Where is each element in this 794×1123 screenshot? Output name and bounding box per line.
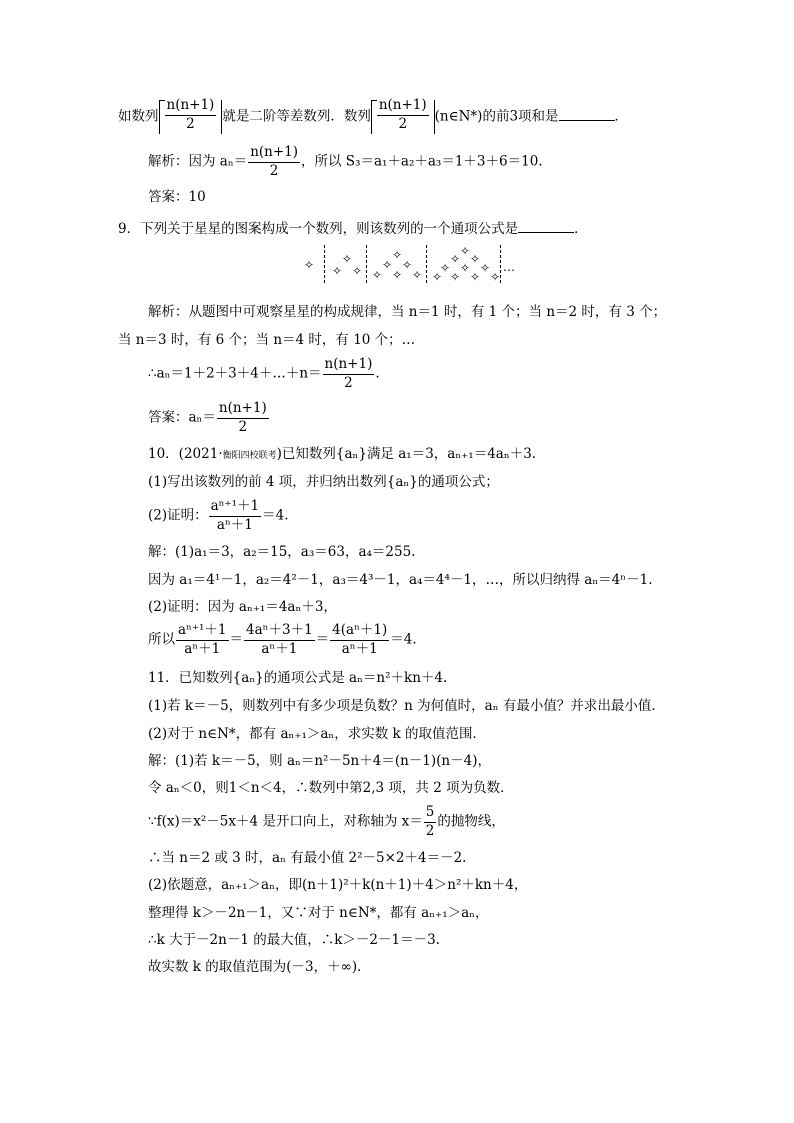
line-12: 解：(1)a₁＝3，a₂＝15，a₃＝63，a₄＝255. (148, 544, 416, 560)
star-icon: ✧ (490, 270, 501, 284)
small-source: 衡阳四校联考 (222, 451, 277, 461)
divider (324, 245, 325, 283)
line-17: (1)若 k＝－5，则数列中有多少项是负数？n 为何值时，aₙ 有最小值？并求出最小值． (148, 698, 665, 714)
line-20: 令 aₙ＜0，则1＜n＜4，∴数列中第2,3 项，共 2 项为负数． (148, 780, 514, 796)
star-icon: ✧ (342, 252, 353, 266)
line-10: (1)写出该数列的前 4 项，并归纳出数列{aₙ}的通项公式； (148, 474, 499, 490)
text: ∵f(x)＝x²－5x＋4 是开口向上，对称轴为 x＝ (148, 813, 423, 830)
fraction: $\frac{n(n+1)}{2}$ (324, 356, 373, 391)
star-icon: ✧ (450, 270, 461, 284)
star-icon: ✧ (332, 264, 343, 278)
text: ＝4. (262, 507, 289, 524)
line-21 (148, 806, 505, 838)
text: ，所以 S₃＝a₁＋a₂＋a₃＝1＋3＋6＝10. (301, 153, 543, 170)
text: ＝ (229, 631, 244, 648)
fraction: $\frac{n(n+1)}{2}$ (166, 97, 215, 132)
line-14: (2)证明：因为 aₙ₊₁＝4aₙ＋3， (148, 599, 337, 615)
divider (426, 245, 427, 283)
line-7 (148, 358, 380, 390)
line-24: 整理得 k＞－2n－1，又∵对于 n∈N*，都有 aₙ₊₁＞aₙ， (148, 905, 489, 921)
fraction: $\frac{n(n+1)}{2}$ (378, 97, 427, 132)
line-15 (148, 624, 417, 656)
star-icon: ✧ (450, 252, 461, 266)
line-4 (118, 220, 588, 237)
fraction: $\frac{\text{aⁿ⁺¹＋1}}{\text{aⁿ＋1}}$ (210, 498, 260, 533)
text: . (375, 365, 380, 382)
line-16: 11．已知数列{aₙ}的通项公式是 aₙ＝n²＋kn＋4. (148, 670, 448, 686)
line-6: 当 n＝3 时，有 6 个；当 n＝4 时，有 10 个；… (118, 332, 416, 348)
text: ＝4. (390, 631, 417, 648)
text: (2)证明： (148, 507, 208, 524)
text: 的抛物线， (437, 813, 505, 830)
line-11 (148, 500, 289, 532)
bracket-sequence (371, 97, 435, 134)
line-13: 因为 a₁＝4¹－1，a₂＝4²－1，a₃＝4³－1，a₄＝4⁴－1，…，所以归纳得 aₙ＝4ⁿ－1. (148, 572, 653, 588)
line-22: ∴当 n＝2 或 3 时，aₙ 有最小值 2²－5×2＋4＝－2. (148, 850, 467, 866)
answer-blank (518, 220, 574, 233)
text: 所以 (148, 631, 175, 648)
text: 如数列 (118, 108, 159, 125)
line-8 (148, 402, 270, 434)
star-icon: ✧ (372, 268, 383, 282)
bracket-sequence (159, 97, 223, 134)
fraction: $\frac{\text{aⁿ⁺¹＋1}}{\text{aⁿ＋1}}$ (178, 622, 227, 657)
star-icon: ✧ (460, 244, 471, 258)
star-icon: ✧ (382, 258, 393, 272)
text: 解析：因为 aₙ＝ (148, 153, 248, 170)
line-3: 答案：10 (148, 189, 206, 205)
fraction: $\frac{\text{4aⁿ＋3＋1}}{\text{aⁿ＋1}}$ (246, 622, 313, 657)
text: ∴aₙ＝1＋2＋3＋4＋…＋n＝ (148, 365, 322, 382)
line-19: 解：(1)若 k＝－5，则 aₙ＝n²－5n＋4＝(n－1)(n－4)， (148, 753, 491, 769)
text: 就是二阶等差数列．数列 (222, 108, 371, 125)
star-icon: ✧ (412, 268, 423, 282)
star-icon: ✧ (470, 252, 481, 266)
fraction: $\frac{n(n+1)}{2}$ (250, 144, 299, 179)
line-23: (2)依题意，aₙ₊₁＞aₙ，即(n＋1)²＋k(n＋1)＋4＞n²＋kn＋4， (148, 877, 528, 893)
divider (500, 245, 501, 283)
line-2 (148, 146, 543, 178)
fraction: $\frac{n(n+1)}{2}$ (218, 400, 267, 435)
divider (366, 245, 367, 283)
ellipsis: … (503, 260, 515, 274)
star-icon: ✧ (432, 270, 443, 284)
star-icon: ✧ (304, 258, 315, 272)
line-26: 故实数 k 的取值范围为(－3，＋∞)． (148, 959, 371, 975)
answer-blank (559, 108, 615, 121)
star-icon: ✧ (460, 261, 471, 275)
text: 10．(2021· (148, 446, 223, 462)
star-icon: ✧ (470, 270, 481, 284)
text: 9．下列关于星星的图案构成一个数列，则该数列的一个通项公式是 (118, 221, 519, 237)
text: (n∈N*)的前3项和是 (434, 108, 559, 125)
line-18: (2)对于 n∈N*，都有 aₙ₊₁＞aₙ，求实数 k 的取值范围． (148, 726, 487, 742)
fraction: $\frac{\text{4(aⁿ＋1)}}{\text{aⁿ＋1}}$ (332, 622, 388, 657)
star-icon: ✧ (352, 264, 363, 278)
line-5: 解析：从题图中可观察星星的构成规律，当 n＝1 时，有 1 个；当 n＝2 时，有 3 个； (148, 304, 667, 320)
star-pattern-figure (300, 245, 520, 285)
text: )已知数列{aₙ}满足 a₁＝3，aₙ₊₁＝4aₙ＋3. (276, 446, 537, 462)
line-1 (118, 97, 629, 134)
text: ＝ (315, 631, 330, 648)
fraction: $\frac{5}{2}$ (425, 804, 435, 839)
line-9 (148, 448, 536, 462)
star-icon: ✧ (480, 261, 491, 275)
text: ． (574, 221, 588, 237)
star-icon: ✧ (392, 268, 403, 282)
star-icon: ✧ (440, 261, 451, 275)
star-icon: ✧ (392, 248, 403, 262)
text: 答案：aₙ＝ (148, 409, 216, 426)
text: ． (614, 108, 629, 125)
line-25: ∴k 大于－2n－1 的最大值，∴k＞－2－1＝－3. (148, 932, 440, 948)
star-icon: ✧ (402, 258, 413, 272)
